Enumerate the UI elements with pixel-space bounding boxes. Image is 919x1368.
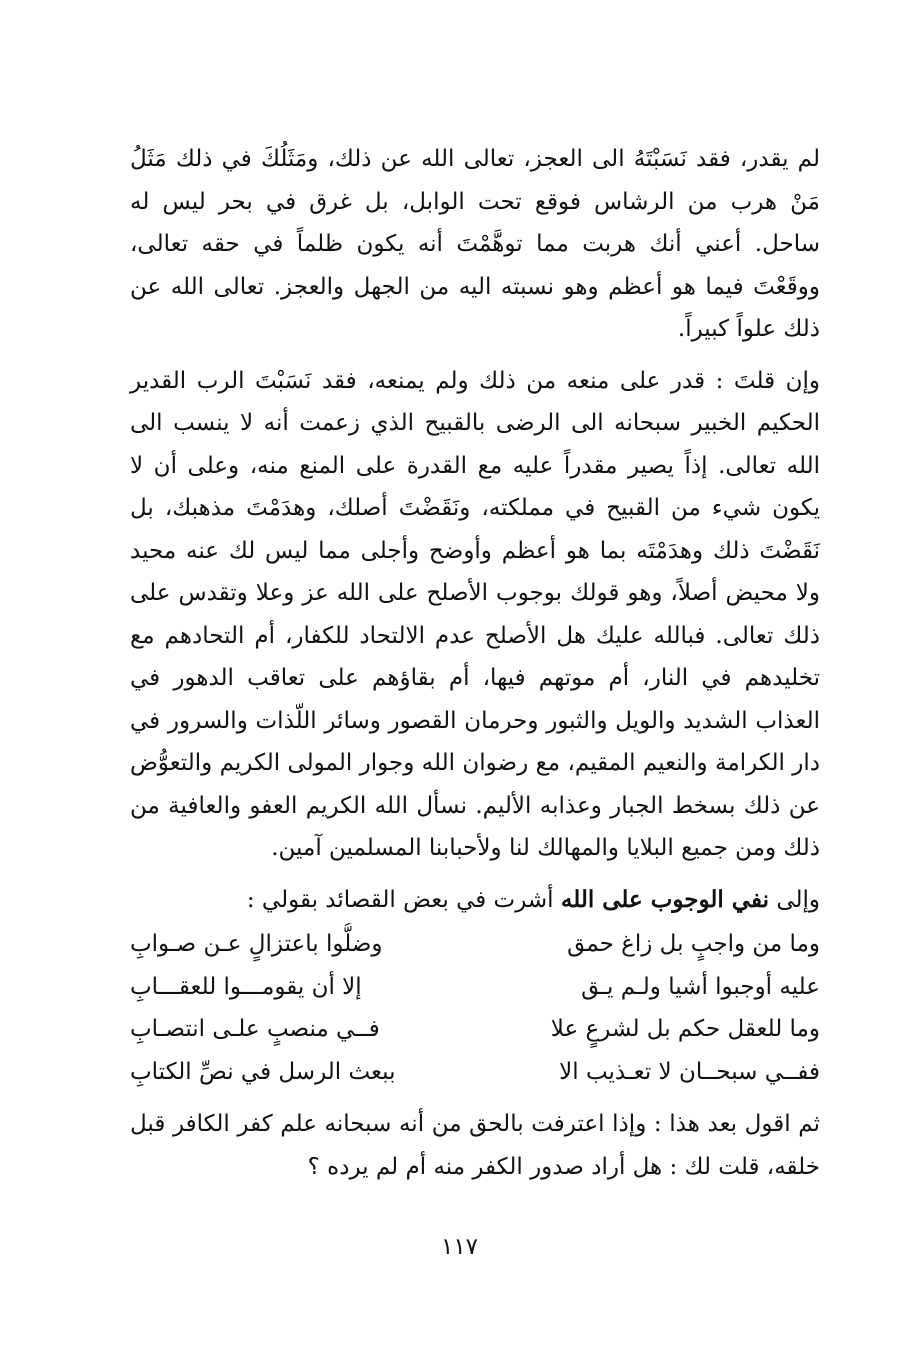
page-body (130, 138, 820, 1188)
paragraph-3-bold-phrase: نفي الوجوب على الله (560, 885, 769, 913)
poem-verse (130, 923, 820, 966)
poem-verse (130, 966, 820, 1009)
verse-first-hemistich: وما من واجبٍ بل زاغ حمق (567, 931, 820, 957)
verse-second-hemistich: وضلُّوا باعتزالٍ عـن صـوابِ (130, 931, 383, 957)
verse-first-hemistich: عليه أوجبوا أشيا ولـم يـق (581, 973, 820, 1000)
page-number: ١١٧ (440, 1234, 479, 1260)
paragraph-3-lead: وإلى (776, 886, 820, 913)
verse-second-hemistich: فــي منصبٍ علـى انتصـابِ (130, 1016, 380, 1042)
poem-verse (130, 1051, 820, 1094)
verse-first-hemistich: وما للعقل حكم بل لشرعٍ علا (550, 1016, 820, 1042)
verse-second-hemistich: ببعث الرسل في نصِّ الكتابِ (130, 1058, 396, 1085)
poem (130, 923, 820, 1093)
paragraph-3-tail: أشرت في بعض القصائد بقولي : (246, 886, 554, 913)
verse-second-hemistich: إلا أن يقومـــوا للعقـــابِ (130, 973, 362, 1000)
paragraph-2: وإن قلتَ : قدر على منعه من ذلك ولم يمنعه، فقد نَسَبْتَ الرب القدير الحكيم الخبير سبحانه الى الرضى بالقبيح الذي زعمت أنه لا ينسب الى الله تعالى. إذاً يصير مقدراً عليه مع القدرة على المنع منه، وعلى أن لا يكون شيء من القبيح في مملكته، ونَقَضْتَ أصلك، وهدَمْتَ مذهبك، بل نَقَضْتَ ذلك وهدَمْتَه بما هو أعظم وأوضح وأجلى مما ليس لك عنه محيد ولا محيض أصلاً، وهو قولك بوجوب الأصلح على الله عز وعلا وتقدس على ذلك تعالى. فبالله عليك هل الأصلح عدم الالتحاد للكفار، أم التحادهم مع تخليدهم في النار، أم موتهم فيها، أم بقاؤهم على تعاقب الدهور في العذاب الشديد والويل والثبور وحرمان القصور وسائر اللّذات والسرور في دار الكرامة والنعيم المقيم، مع رضوان الله وجوار المولى الكريم والتعوُّض عن ذلك بسخط الجبار وعذابه الأليم. نسأل الله الكريم العفو والعافية من ذلك ومن جميع البلايا والمهالك لنا ولأحبابنا المسلمين آمين. (130, 367, 820, 861)
verse-first-hemistich: ففــي سبحــان لا تعـذيب الا (559, 1058, 820, 1085)
poem-verse (130, 1008, 820, 1051)
paragraph-4: ثم اقول بعد هذا : وإذا اعترفت بالحق من أنه سبحانه علم كفر الكافر قبل خلقه، قلت لك : هل أراد صدور الكفر منه أم لم يرده ؟ (130, 1111, 820, 1180)
paragraph-3 (130, 879, 820, 922)
paragraph-1: لم يقدر، فقد نَسَبْتَهُ الى العجز، تعالى الله عن ذلك، ومَثَلُكَ في ذلك مَثَلُ مَنْ هرب من الرشاس فوقع تحت الوابل، بل غرق في بحر ليس له ساحل. أعني أنك هربت مما توهَّمْتَ أنه يكون ظلماً في حقه تعالى، ووقَعْتَ فيما هو أعظم وهو نسبته اليه من الجهل والعجز. تعالى الله عن ذلك علواً كبيراً. (130, 146, 820, 342)
